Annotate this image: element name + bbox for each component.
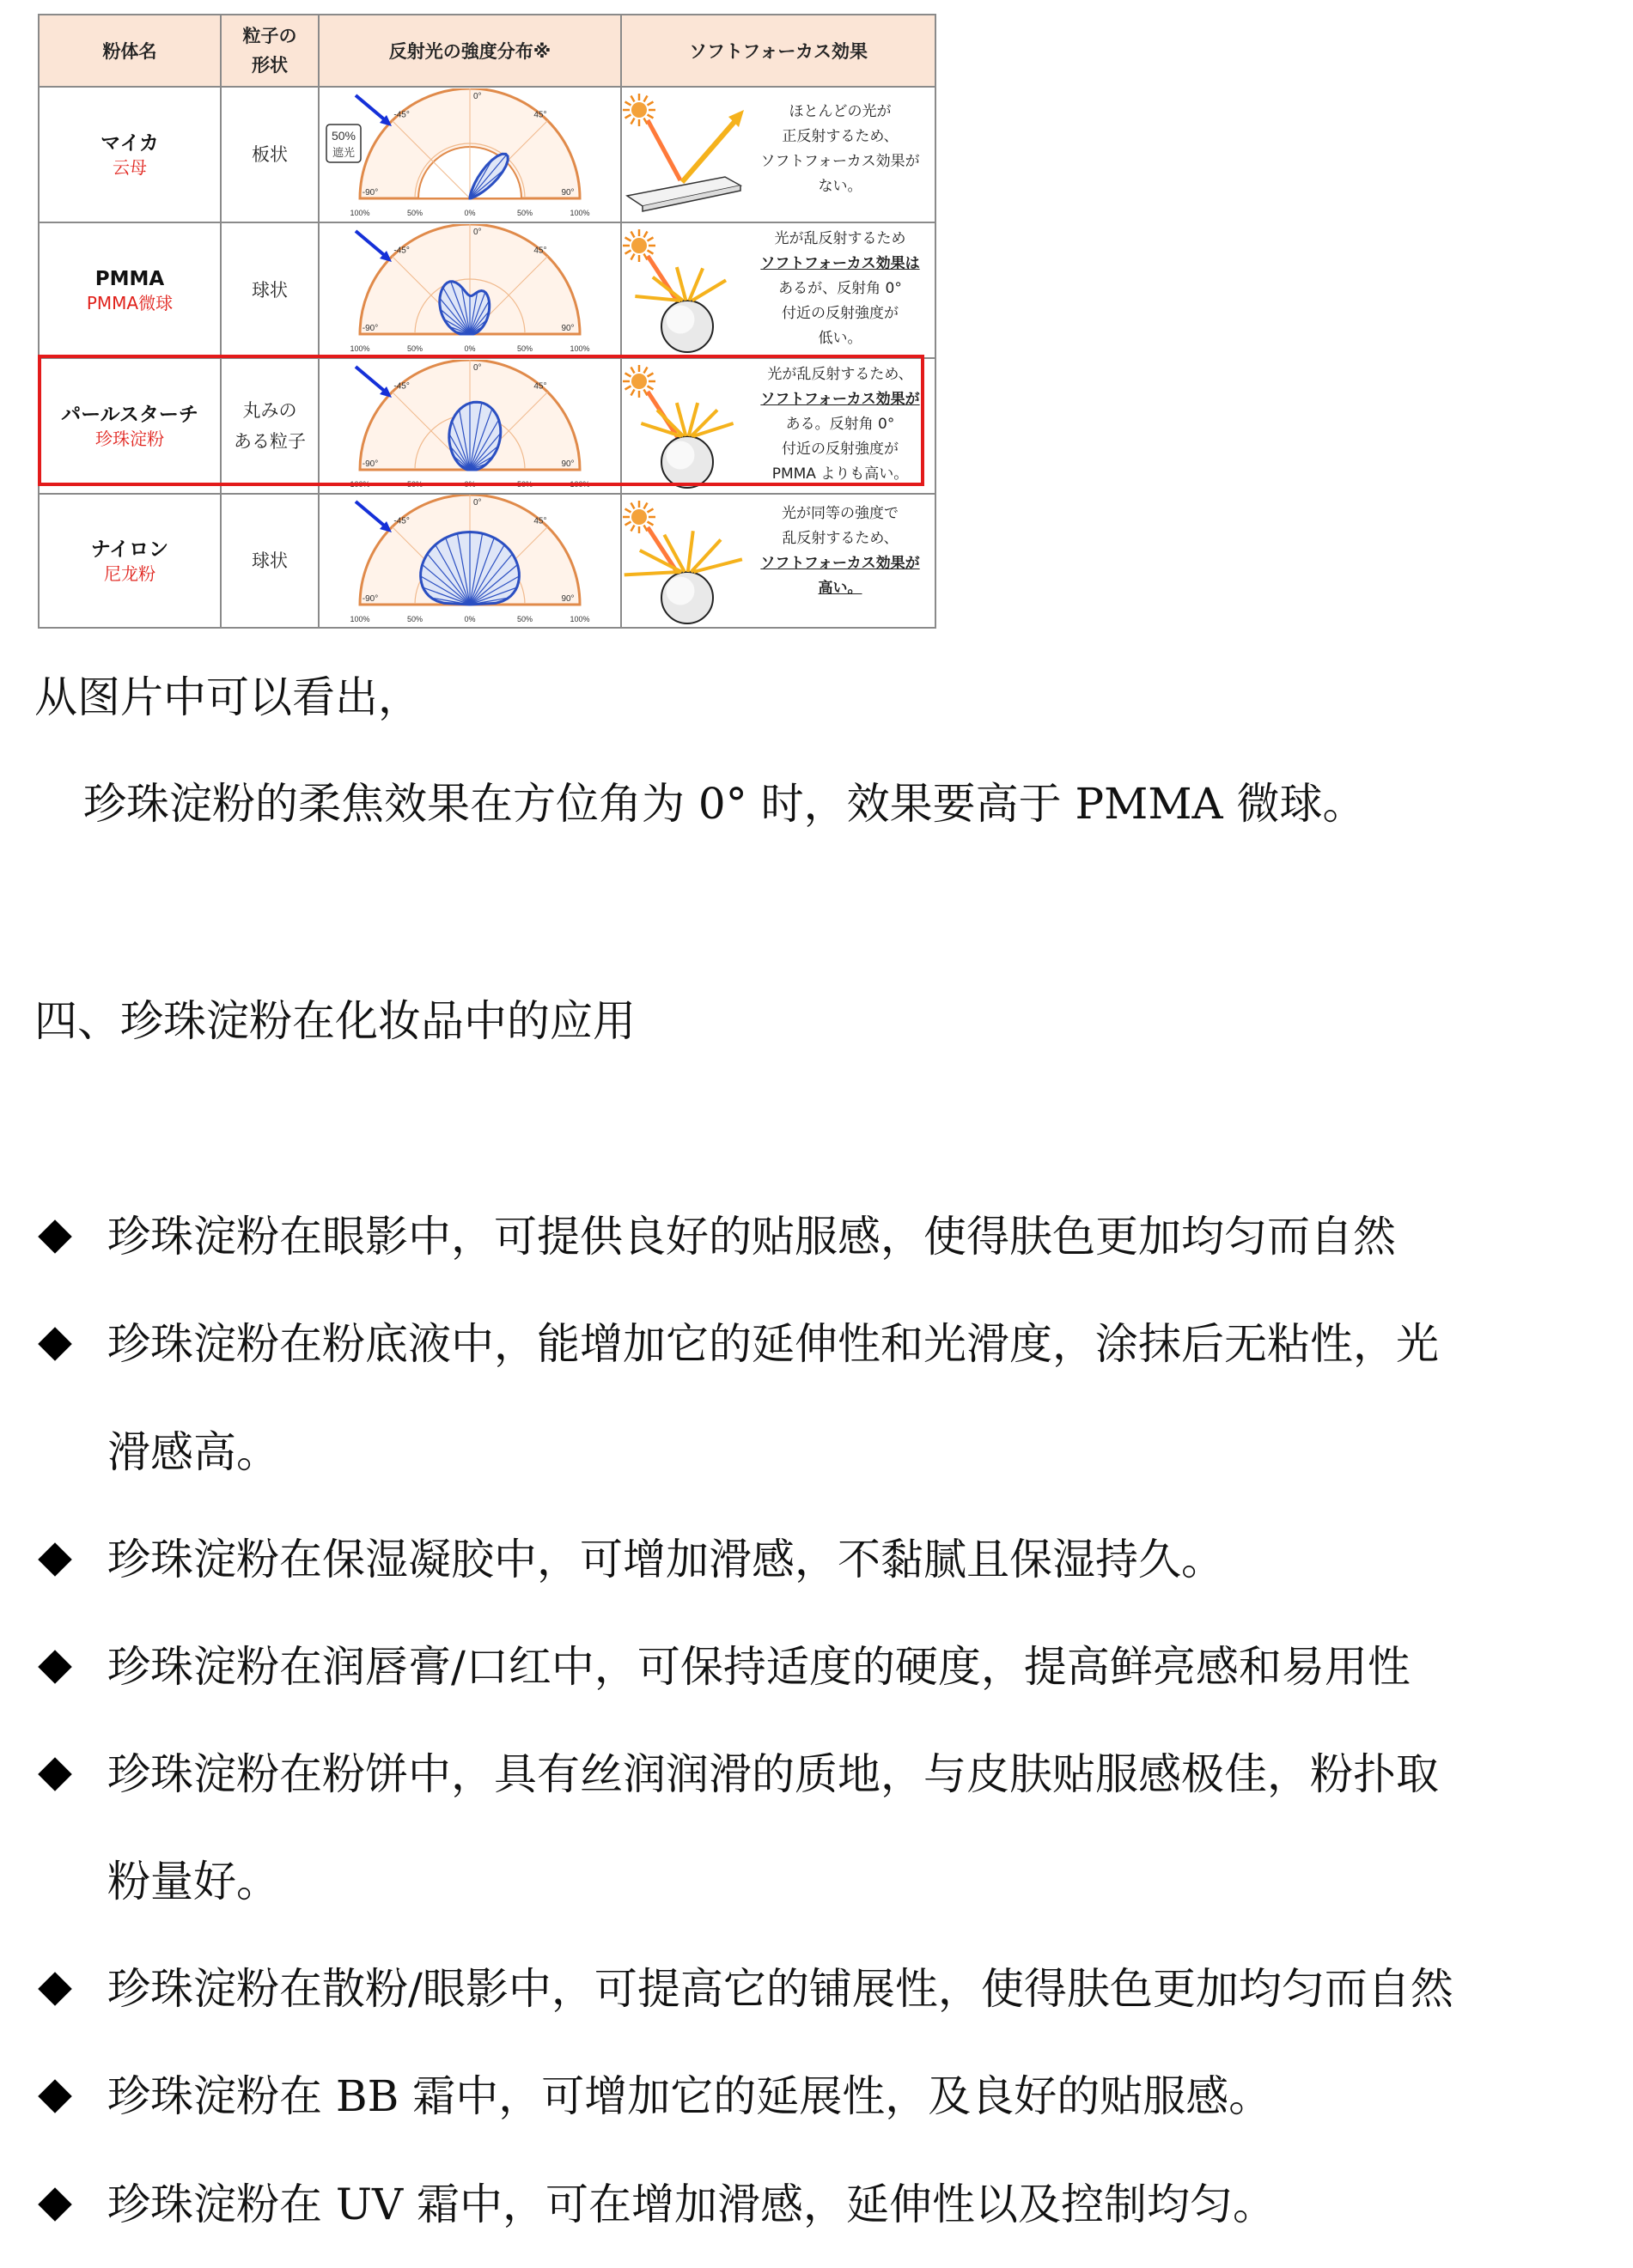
sun-ray [644,368,648,374]
percent-tick-label: 50% [406,615,423,623]
bullet-text: 珍珠淀粉在保湿凝胶中，可增加滑感，不黏腻且保湿持久。 [107,1535,1224,1584]
name-cell [39,222,221,358]
header-soft-focus-effect: ソフトフォーカス効果 [621,15,935,87]
desc-line: 乱反射するため、 [782,530,899,547]
percent-tick-label: 0% [464,615,476,623]
sun-ray [625,238,631,241]
angle-label-minus45: -45° [393,381,410,392]
material-name-ja: マイカ [101,132,159,155]
conclusion-text: 珍珠淀粉的柔焦效果在方位角为 0° 时，效果要高于 PMMA 微球。 [83,779,1366,829]
bullet-text: 粉量好。 [107,1857,279,1906]
percent-tick-label: 100% [570,615,590,623]
header-particle-shape [221,15,319,87]
sun-ray [625,374,631,377]
percent-tick-label: 100% [570,209,590,217]
comparison-table [38,14,936,629]
scattered-ray [625,572,680,575]
distribution-cell [319,222,621,358]
angle-label-minus45: -45° [393,110,410,120]
table-row-pmma [39,222,935,358]
percent-tick-label: 100% [350,344,370,353]
bullet-text: 珍珠淀粉在粉底液中，能增加它的延伸性和光滑度，涂抹后无粘性，光 [107,1319,1439,1369]
desc-line: PMMA よりも高い。 [771,465,909,483]
sun-ray [631,368,635,374]
angle-label-45: 45° [533,381,547,392]
percent-tick-label: 50% [516,615,533,623]
name-cell [39,358,221,494]
diamond-bullet-icon [38,2187,72,2222]
percent-tick-label: 50% [516,209,533,217]
name-cell [39,494,221,628]
percent-tick-label: 0% [464,344,476,353]
soft-focus-cell [621,87,935,222]
angle-label-0: 0° [473,92,482,101]
angle-label-0: 0° [473,363,482,373]
header-reflection-distribution: 反射光の強度分布※ [319,15,621,87]
diamond-bullet-icon [38,1650,72,1684]
sun-ray [648,522,654,526]
header-shape-line: 形状 [252,55,288,76]
shape-text: 丸みの [242,400,297,421]
angle-label-0: 0° [473,228,482,237]
scattered-ray [688,531,693,572]
shape-text: 球状 [252,550,288,571]
desc-line: 付近の反射強度が [782,441,899,458]
shape-cell [221,87,319,222]
section-title: 四、珍珠淀粉在化妆品中的应用 [34,996,636,1046]
diamond-bullet-icon [38,1327,72,1361]
table-row-mica [39,87,935,222]
diamond-bullet-icon [38,1757,72,1791]
polar-plot-mica [320,88,620,221]
desc-line: 低い。 [818,330,862,347]
shape-text: 球状 [252,280,288,301]
percent-tick-label: 100% [570,344,590,353]
percent-tick-label: 100% [570,480,590,489]
percent-tick-label: 50% [406,209,423,217]
shape-cell [221,358,319,494]
sun-ray [625,102,631,106]
sun-ray [631,503,635,509]
material-name-cn: 云母 [113,157,147,178]
percent-tick-label: 50% [406,344,423,353]
angle-label-minus90: -90° [362,594,379,604]
percent-tick-label: 0% [464,209,476,217]
angle-label-90: 90° [561,324,575,333]
header-powder-name: 粉体名 [39,15,221,87]
material-name-ja: PMMA [94,268,165,290]
sun-icon [631,374,647,389]
sun-ray [625,509,631,513]
name-cell [39,87,221,222]
distribution-cell [319,358,621,494]
sphere-highlight [667,577,695,605]
sun-ray [648,238,654,241]
angle-label-90: 90° [561,188,575,198]
diamond-bullet-icon [38,1972,72,2006]
sun-ray [644,96,648,102]
sun-ray [631,232,635,238]
material-name-cn: PMMA微球 [86,293,174,313]
angle-label-90: 90° [561,594,575,604]
table-row-nylon [39,494,935,628]
percent-tick-label: 100% [350,209,370,217]
polar-plot-pmma [320,224,620,356]
angle-label-minus90: -90° [362,188,379,198]
sun-ray [625,386,631,390]
bullet-text: 珍珠淀粉在粉饼中，具有丝润润滑的质地，与皮肤贴服感极佳，粉扑取 [107,1749,1439,1799]
sun-icon [631,509,647,525]
shape-text: 板状 [252,144,288,165]
distribution-cell [319,494,621,628]
soft-focus-description [749,100,931,199]
sphere-highlight [667,306,695,334]
diamond-bullet-icon [38,1542,72,1577]
reflection-comparison-figure [38,14,928,630]
angle-label-45: 45° [533,246,547,256]
diamond-bullet-icon [38,1219,72,1254]
angle-label-minus90: -90° [362,459,379,469]
intro-text: 从图片中可以看出， [34,672,421,722]
sun-ray [625,115,631,119]
sun-ray [631,390,635,396]
material-name-cn: 尼龙粉 [104,563,155,584]
percent-tick-label: 50% [516,480,533,489]
polar-plot-pearl-starch [320,360,620,492]
material-name-cn: 珍珠淀粉 [95,429,164,449]
angle-label-45: 45° [533,110,547,120]
header-shape-line: 粒子の [242,26,297,46]
desc-line: 高い。 [818,580,862,597]
distribution-cell [319,87,621,222]
angle-label-45: 45° [533,516,547,526]
incident-light-ray [648,120,680,180]
soft-focus-cell [621,494,935,628]
sun-ray [631,96,635,102]
desc-line: ない。 [818,178,862,195]
bullet-text: 珍珠淀粉在润唇膏/口红中，可保持适度的硬度，提高鲜亮感和易用性 [107,1642,1411,1692]
shape-cell [221,222,319,358]
angle-label-minus90: -90° [362,324,379,333]
angle-label-0: 0° [473,498,482,508]
angle-label-minus45: -45° [393,516,410,526]
desc-line: 正反射するため、 [782,128,899,145]
sun-ray [648,102,654,106]
shading-label-percent: 50% [331,129,356,143]
desc-line: あるが、反射角 0° [778,280,902,297]
soft-focus-cell [621,222,935,358]
sun-ray [631,119,635,125]
desc-line: ソフトフォーカス効果が [760,153,920,170]
sun-ray [648,386,654,390]
soft-focus-description [749,362,931,487]
desc-line: ほとんどの光が [789,103,892,120]
bullet-text: 珍珠淀粉在眼影中，可提供良好的贴服感，使得肤色更加均匀而自然 [107,1212,1396,1262]
sun-ray [625,251,631,254]
soft-focus-cell [621,358,935,494]
table-row-pearl-starch [39,358,935,494]
sun-ray [625,522,631,526]
desc-line: 光が同等の強度で [782,505,899,522]
desc-line: 光が乱反射するため、 [767,366,913,383]
desc-line: ソフトフォーカス効果は [760,255,920,272]
angle-label-minus45: -45° [393,246,410,256]
desc-line: 光が乱反射するため [774,230,906,247]
bullet-text: 滑感高。 [107,1427,279,1477]
table-header-row [39,15,935,87]
desc-line: ソフトフォーカス効果が [760,391,920,408]
percent-tick-label: 50% [516,344,533,353]
angle-label-90: 90° [561,459,575,469]
sun-ray [648,374,654,377]
bullet-text: 珍珠淀粉在散粉/眼影中，可提高它的铺展性，使得肤色更加均匀而自然 [107,1964,1453,2014]
sun-ray [631,254,635,260]
desc-line: ソフトフォーカス効果が [760,555,920,572]
polar-plot-nylon [320,495,620,627]
reflected-ray [682,117,739,182]
sun-ray [648,115,654,119]
shape-cell [221,494,319,628]
soft-focus-description [749,502,931,601]
desc-line: ある。反射角 0° [785,416,895,433]
desc-line: 付近の反射強度が [782,305,899,322]
percent-tick-label: 100% [350,480,370,489]
percent-tick-label: 100% [350,615,370,623]
shape-text: ある粒子 [234,431,306,452]
diamond-bullet-icon [38,2079,72,2113]
sun-ray [631,526,635,532]
percent-tick-label: 0% [464,480,476,489]
sphere-highlight [667,441,695,470]
percent-tick-label: 50% [406,480,423,489]
sun-icon [631,102,647,118]
bullet-text: 珍珠淀粉在 BB 霜中，可增加它的延展性，及良好的贴服感。 [107,2071,1272,2121]
sun-ray [648,509,654,513]
material-name-ja: パールスターチ [61,404,198,426]
soft-focus-description [749,227,931,351]
sun-ray [648,251,654,254]
sun-icon [631,238,647,253]
sun-ray [644,503,648,509]
material-name-ja: ナイロン [90,538,169,561]
shading-label-text: 遮光 [332,146,356,159]
sun-ray [644,232,648,238]
bullet-text: 珍珠淀粉在 UV 霜中，可在增加滑感，延伸性以及控制均匀。 [107,2180,1277,2229]
